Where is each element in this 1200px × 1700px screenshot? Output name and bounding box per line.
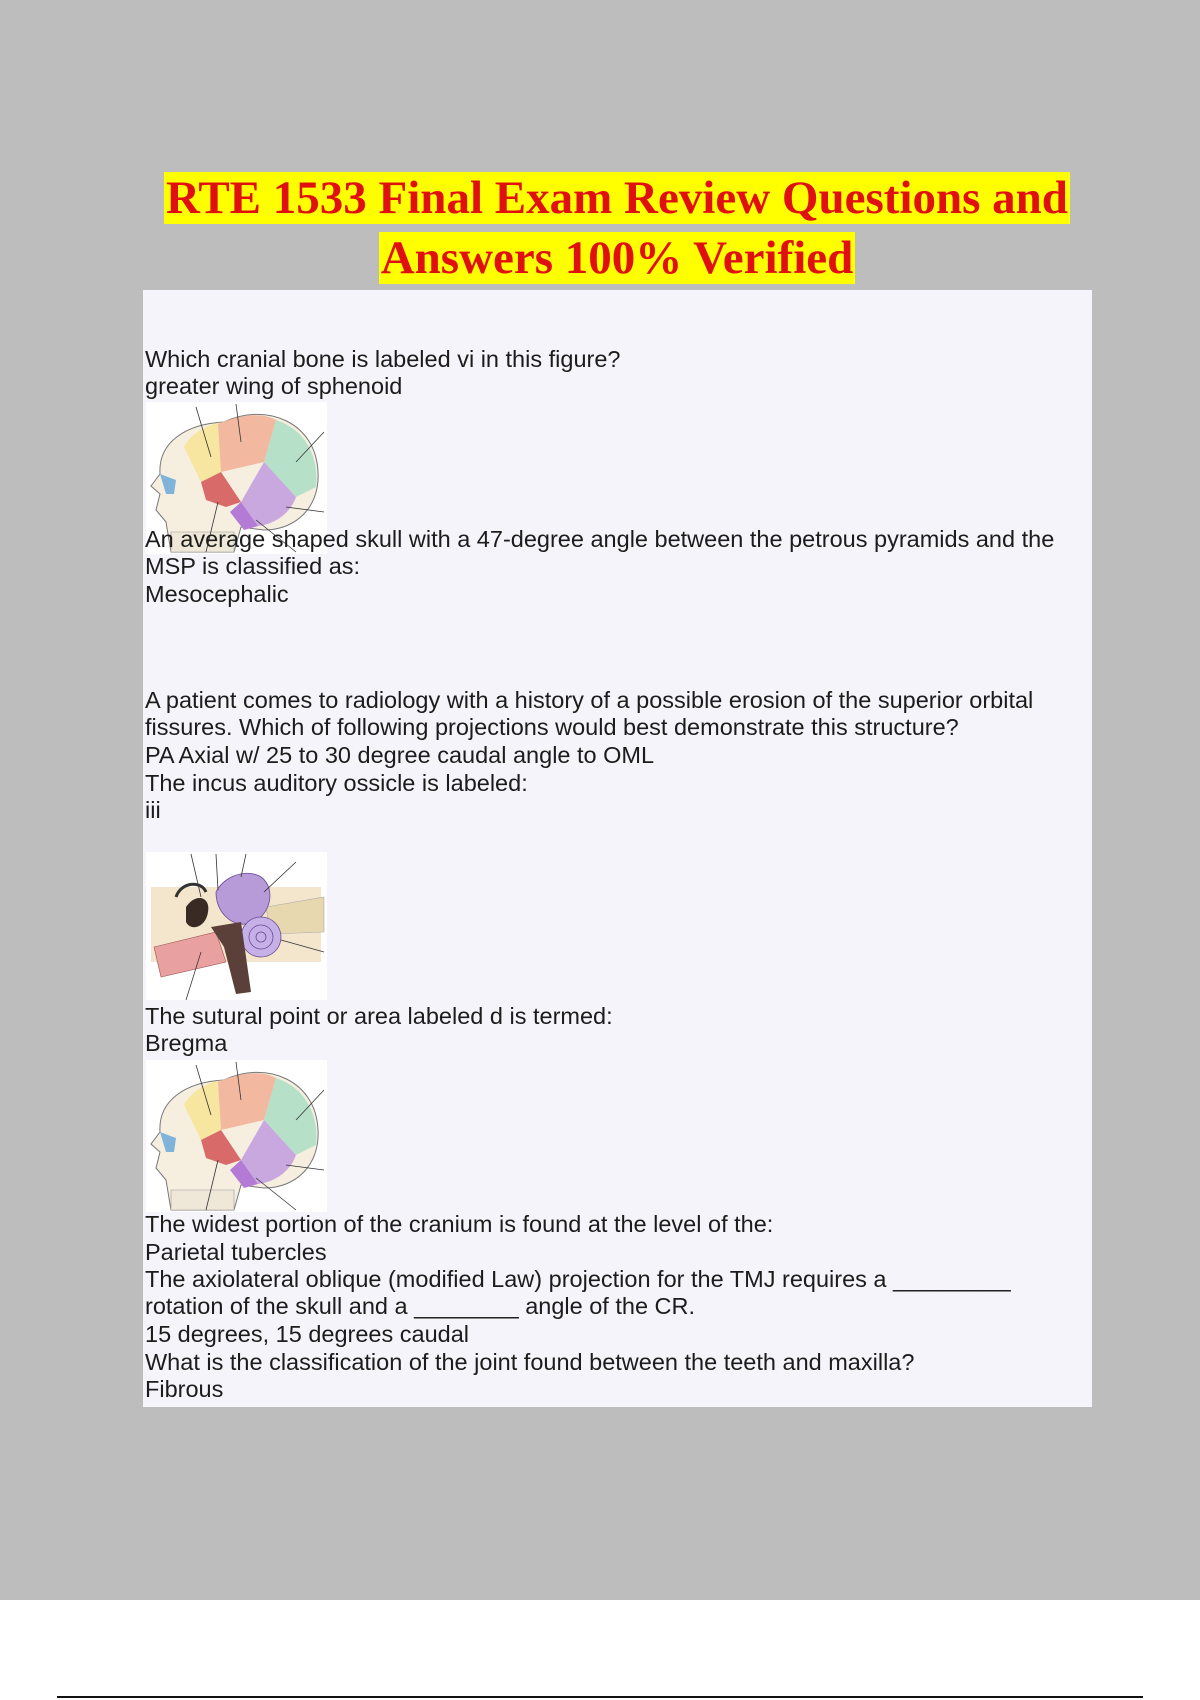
page-divider (57, 1696, 1143, 1698)
question-text: The incus auditory ossicle is labeled: (145, 770, 528, 796)
question-text: rotation of the skull and a ________ angle of the CR. (145, 1293, 696, 1319)
answer-text: Bregma (145, 1030, 228, 1056)
question-text: Which cranial bone is labeled vi in this figure? (145, 346, 621, 372)
answer-text: iii (145, 797, 161, 823)
question-text: An average shaped skull with a 47-degree angle between the petrous pyramids and the (145, 526, 1055, 552)
content-area (143, 290, 1092, 1407)
document-title (0, 168, 1200, 288)
title-line-1: RTE 1533 Final Exam Review Questions and (166, 172, 1068, 224)
question-text: MSP is classified as: (145, 553, 361, 579)
question-text: The sutural point or area labeled d is termed: (145, 1003, 613, 1029)
question-text: The widest portion of the cranium is found at the level of the: (145, 1211, 774, 1237)
skull-diagram-icon (146, 1060, 327, 1212)
answer-text: Parietal tubercles (145, 1239, 327, 1265)
ear-diagram-icon (146, 852, 327, 1000)
answer-text: greater wing of sphenoid (145, 373, 403, 399)
answer-text: Fibrous (145, 1376, 224, 1402)
question-text: What is the classification of the joint found between the teeth and maxilla? (145, 1349, 915, 1375)
question-text: fissures. Which of following projections would best demonstrate this structure? (145, 714, 959, 740)
answer-text: PA Axial w/ 25 to 30 degree caudal angle to OML (145, 742, 655, 768)
question-text: A patient comes to radiology with a history of a possible erosion of the superior orbital (145, 687, 1034, 713)
answer-text: Mesocephalic (145, 581, 289, 607)
question-text: The axiolateral oblique (modified Law) projection for the TMJ requires a _________ (145, 1266, 1011, 1292)
title-line-2: Answers 100% Verified (380, 232, 854, 284)
answer-text: 15 degrees, 15 degrees caudal (145, 1321, 470, 1347)
